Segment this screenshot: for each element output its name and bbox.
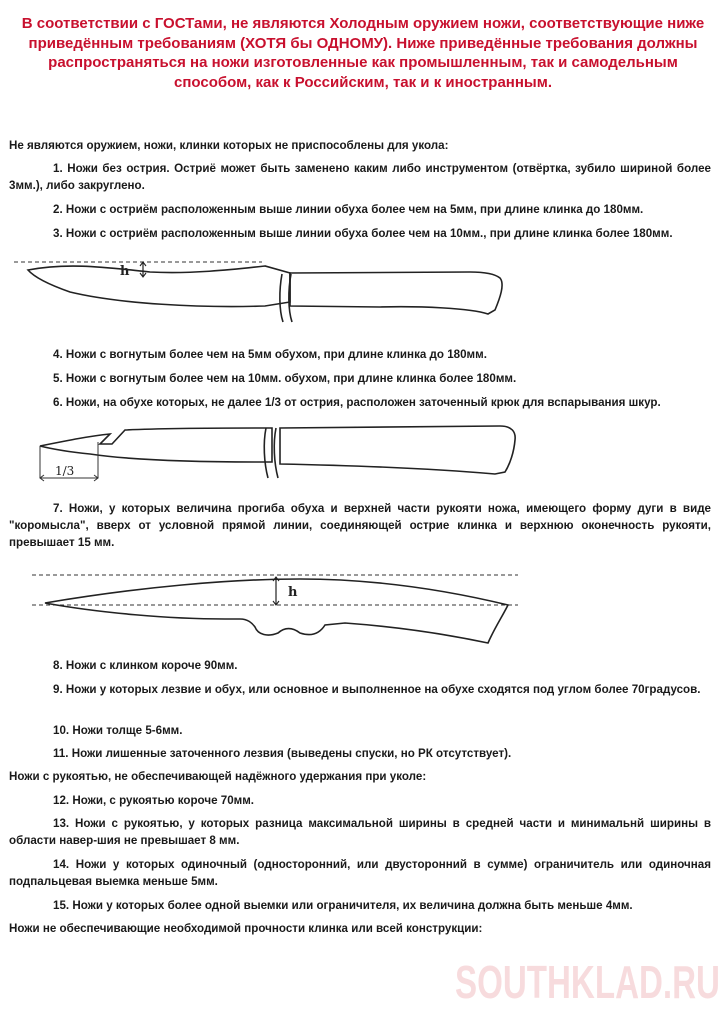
rule-item-5: 5. Ножи с вогнутым более чем на 10мм. обухом, при длине клинка более 180мм.	[53, 372, 517, 385]
rule-item-12: 12. Ножи, с рукоятью короче 70мм.	[53, 794, 255, 807]
section-lead-strength: Ножи не обеспечивающие необходимой прочности клинка или всей конструкции:	[9, 922, 483, 935]
dimension-label-one-third: 1/3	[55, 464, 75, 478]
knife-diagram-gut-hook	[0, 418, 723, 488]
rule-item-9: 9. Ножи у которых лезвие и обух, или основное и выполненное на обухе сходятся под углом более 70градусов.	[53, 683, 701, 696]
rule-item-7: 7. Ножи, у которых величина прогиба обуха и верхней части рукояти ножа, имеющего форму дуги в виде "коромысла", вверх от условной прямой линии, соединяющей острие клинка и верхнюю оконечность рукояти, превышает 15 мм.	[9, 502, 711, 549]
dimension-label-h: h	[120, 264, 130, 279]
rule-item-1: 1. Ножи без острия. Остриё может быть заменено каким либо инструментом (отвёртка, зубило шириной более 3мм.), либо закруглено.	[9, 162, 711, 192]
section-lead-grip: Ножи с рукоятью, не обеспечивающей надёжного удержания при уколе:	[9, 770, 427, 783]
rule-item-2: 2. Ножи с остриём расположенным выше линии обуха более чем на 5мм, при длине клинка до 180мм.	[53, 203, 644, 216]
dimension-label-h: h	[288, 585, 298, 600]
page-title: В соответствии с ГОСТами, не являются Холодным оружием ножи, соответствующие ниже приведённым требованиям (ХОТЯ бы ОДНОМУ). Ниже приведённые требования должны распространяться на ножи изготовленные как промышленным, так и самодельным способом, как к Российским, так и к иностранным.	[21, 15, 705, 91]
watermark: SOUTHKLAD.RU	[455, 956, 720, 1008]
rule-item-14: 14. Ножи у которых одиночный (односторонний, или двусторонний в сумме) ограничитель или одиночная подпальцевая выемка меньше 5мм.	[9, 858, 711, 888]
rule-item-10: 10. Ножи толще 5-6мм.	[53, 724, 183, 737]
knife-diagram-raised-tip	[0, 250, 723, 340]
rule-item-8: 8. Ножи с клинком короче 90мм.	[53, 659, 238, 672]
rule-item-11: 11. Ножи лишенные заточенного лезвия (выведены спуски, но РК отсутствует).	[53, 747, 512, 760]
rule-item-3: 3. Ножи с остриём расположенным выше линии обуха более чем на 10мм., при длине клинка более 180мм.	[53, 227, 673, 240]
knife-diagram-yoke-shape	[0, 565, 723, 650]
rule-item-4: 4. Ножи с вогнутым более чем на 5мм обухом, при длине клинка до 180мм.	[53, 348, 487, 361]
rule-item-13: 13. Ножи с рукоятью, у которых разница максимальной ширины в средней части и минимальнй ширины в области навер-шия не превышает 8 мм.	[9, 817, 711, 847]
rule-item-6: 6. Ножи, на обухе которых, не далее 1/3 от острия, расположен заточенный крюк для вспарывания шкур.	[53, 396, 661, 409]
rule-item-15: 15. Ножи у которых более одной выемки или ограничителя, их величина должна быть меньше 4мм.	[53, 899, 633, 912]
section-lead-not-for-stabbing: Не являются оружием, ножи, клинки которых не приспособлены для укола:	[9, 139, 449, 152]
